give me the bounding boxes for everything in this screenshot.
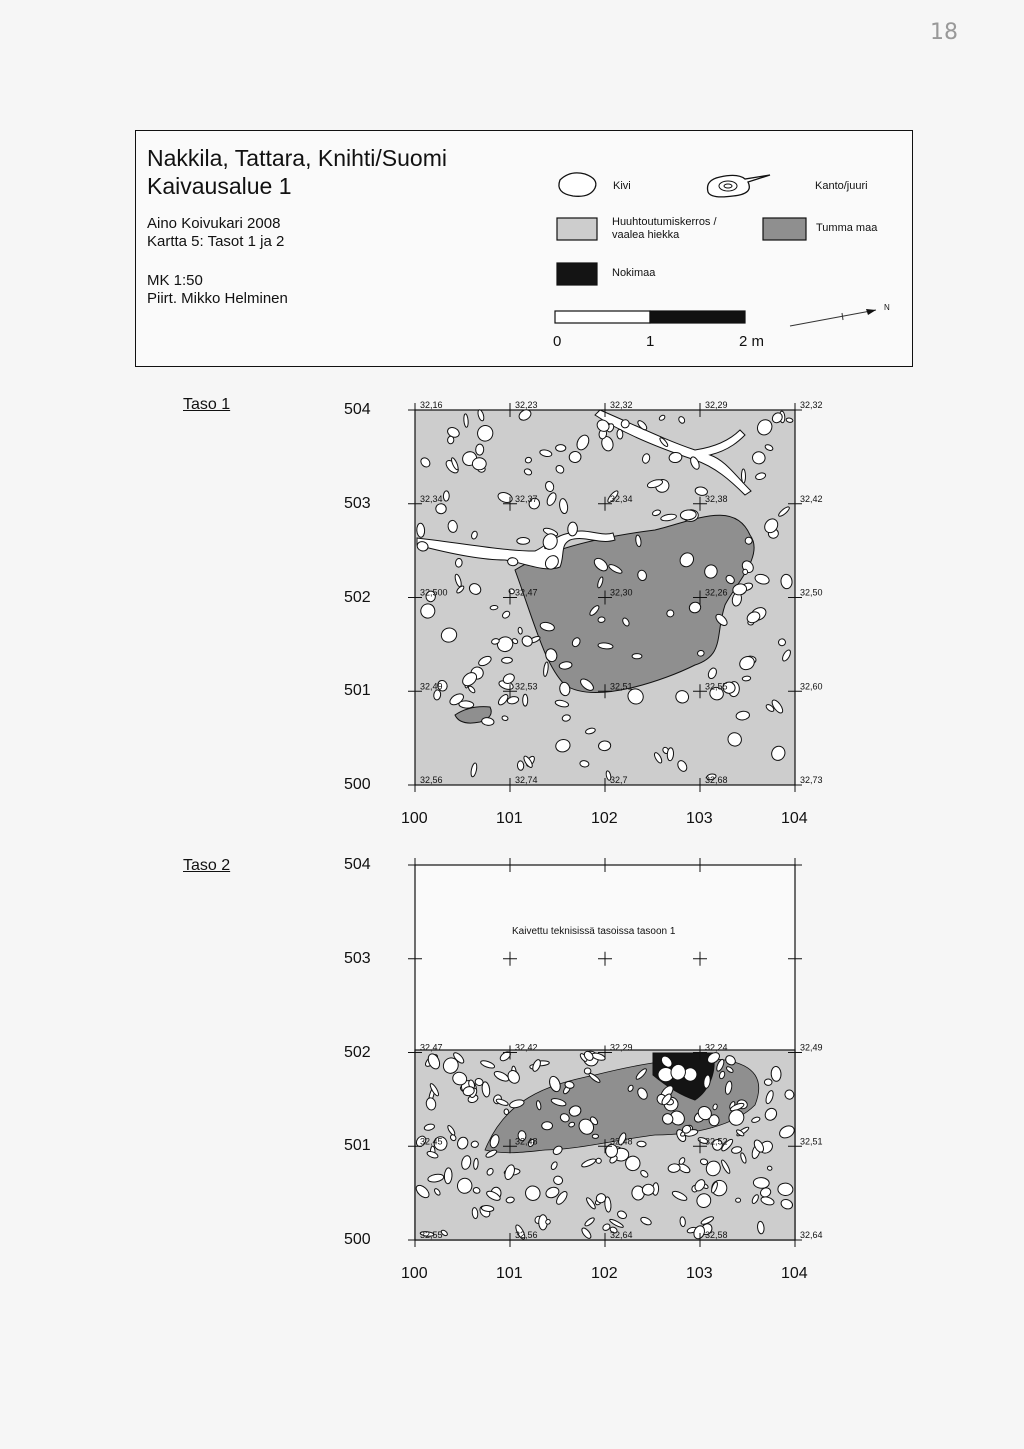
elevation-label: 32,47: [515, 587, 538, 598]
elevation-label: 32,49: [800, 1042, 823, 1053]
elevation-label: 32,500: [420, 587, 448, 598]
elevation-label: 32,48: [515, 1136, 538, 1147]
elevation-label: 32,50: [800, 587, 823, 598]
elevation-label: 32,48: [610, 1136, 633, 1147]
legend-light-label-2: vaalea hiekka: [612, 229, 680, 241]
stone: [473, 1158, 478, 1169]
stone: [542, 1122, 553, 1130]
legend-dark-label: Tumma maa: [816, 222, 878, 234]
elevation-label: 32,23: [515, 400, 538, 410]
x-axis-label: 102: [591, 810, 618, 827]
elevation-label: 32,37: [515, 493, 538, 504]
stone: [617, 429, 623, 439]
elevation-label: 32,32: [800, 400, 823, 410]
elevation-label: 32,56: [420, 775, 443, 785]
elevation-label: 32,73: [800, 775, 823, 785]
elevation-label: 32,34: [610, 493, 633, 504]
stone: [697, 650, 704, 657]
taso1-label: Taso 1: [183, 396, 231, 413]
stone: [507, 557, 518, 566]
elevation-label: 32,38: [705, 493, 728, 504]
stone: [556, 445, 566, 452]
taso2-label: Taso 2: [183, 857, 231, 874]
taso1-plan: [395, 395, 835, 800]
stone: [416, 523, 425, 537]
stone: [741, 469, 745, 483]
x-axis-label: 101: [496, 810, 523, 827]
y-axis-label: 500: [344, 776, 371, 793]
taso2-plan: [395, 850, 835, 1255]
stone: [476, 444, 484, 455]
legend-graphics: [0, 0, 1024, 370]
stone: [637, 1141, 647, 1147]
stone: [447, 436, 454, 444]
soot-swatch: [557, 263, 597, 285]
elevation-label: 32,42: [800, 493, 823, 504]
stone: [517, 761, 524, 771]
stone: [742, 569, 748, 575]
map-name: Kartta 5: Tasot 1 ja 2: [147, 233, 285, 250]
stone: [745, 537, 753, 545]
stone: [502, 657, 513, 663]
stone: [504, 1109, 509, 1115]
elevation-label: 32,64: [800, 1230, 823, 1240]
stone: [778, 638, 786, 646]
author: Aino Koivukari 2008: [147, 215, 281, 232]
elevation-label: 32,30: [610, 587, 633, 598]
elevation-label: 32,34: [420, 493, 443, 504]
elevation-label: 32,68: [705, 775, 728, 785]
y-axis-label: 502: [344, 588, 371, 606]
x-axis-label: 104: [781, 1265, 808, 1282]
map-subtitle: Kaivausalue 1: [147, 173, 292, 199]
stone: [444, 1168, 452, 1184]
elevation-label: 32,51: [800, 1136, 823, 1147]
y-axis-label: 502: [344, 1043, 371, 1061]
stone: [632, 654, 642, 659]
elevation-label: 32,45: [420, 1136, 443, 1147]
stone: [455, 558, 462, 567]
map-title: Nakkila, Tattara, Knihti/Suomi: [147, 145, 447, 171]
elevation-label: 32,49: [420, 681, 443, 692]
stone: [435, 503, 446, 514]
legend-stone-label: Kivi: [613, 180, 631, 192]
y-axis-label: 503: [344, 949, 371, 967]
elevation-label: 32,42: [515, 1042, 538, 1053]
page-number: 18: [930, 20, 958, 45]
elevation-label: 32,53: [515, 681, 538, 692]
stone: [523, 694, 528, 706]
taso2-note: Kaivettu teknisissä tasoissa tasoon 1: [512, 926, 676, 937]
stump-icon: [708, 175, 771, 197]
elevation-label: 32,51: [610, 681, 633, 692]
elevation-label: 32,58: [705, 1230, 728, 1240]
x-axis-label: 101: [496, 1265, 523, 1282]
elevation-label: 32,64: [610, 1230, 633, 1240]
elevation-label: 32,29: [705, 400, 728, 410]
stone: [517, 537, 530, 544]
y-axis-label: 501: [344, 682, 371, 700]
elevation-label: 32,55: [705, 681, 728, 692]
stone: [592, 1134, 598, 1138]
stone-icon: [559, 173, 596, 196]
stone: [735, 1198, 740, 1202]
drawn-by: Piirt. Mikko Helminen: [147, 290, 288, 307]
y-axis-label: 504: [344, 856, 371, 873]
elevation-label: 32,7: [610, 775, 628, 785]
stone: [742, 676, 751, 681]
elevation-label: 32,24: [705, 1042, 728, 1053]
elevation-label: 32,52: [705, 1136, 728, 1147]
north-arrow: [790, 310, 876, 326]
legend-stump-label: Kanto/juuri: [815, 180, 868, 192]
stone: [443, 491, 449, 501]
scale-text: MK 1:50: [147, 272, 203, 289]
x-axis-label: 104: [781, 810, 808, 827]
stone: [764, 1079, 772, 1086]
scale-bar-black: [650, 311, 745, 323]
elevation-label: 32,56: [515, 1230, 538, 1240]
dark-soil-swatch: [763, 218, 806, 240]
light-soil-swatch: [557, 218, 597, 240]
legend-soot-label: Nokimaa: [612, 267, 656, 279]
x-axis-label: 103: [686, 1265, 713, 1282]
legend-light-label-1: Huuhtoutumiskerros /: [612, 216, 717, 228]
stone: [680, 1217, 686, 1227]
stone: [490, 605, 498, 610]
elevation-label: 32,29: [610, 1042, 633, 1053]
scale-label-0: 0: [553, 333, 562, 350]
x-axis-label: 103: [686, 810, 713, 827]
stone: [472, 458, 486, 470]
x-axis-label: 100: [401, 810, 428, 827]
y-axis-label: 503: [344, 494, 371, 512]
y-axis-label: 501: [344, 1137, 371, 1155]
elevation-label: 32,26: [705, 587, 728, 598]
elevation-label: 32,55: [420, 1230, 443, 1240]
scale-label-1: 1: [646, 333, 655, 350]
stone: [771, 1066, 782, 1081]
elevation-label: 32,16: [420, 400, 443, 410]
stone: [598, 616, 606, 623]
scale-bar-white: [555, 311, 650, 323]
stone: [584, 1068, 591, 1074]
y-axis-label: 504: [344, 401, 371, 418]
elevation-label: 32,74: [515, 775, 538, 785]
elevation-label: 32,60: [800, 681, 823, 692]
elevation-label: 32,47: [420, 1042, 443, 1053]
north-label: N: [884, 303, 890, 312]
scale-label-2: 2 m: [739, 333, 765, 350]
x-axis-label: 100: [401, 1265, 428, 1282]
stone: [567, 522, 577, 536]
y-axis-label: 500: [344, 1231, 371, 1248]
stone: [596, 1158, 602, 1164]
elevation-label: 32,32: [610, 400, 633, 410]
x-axis-label: 102: [591, 1265, 618, 1282]
